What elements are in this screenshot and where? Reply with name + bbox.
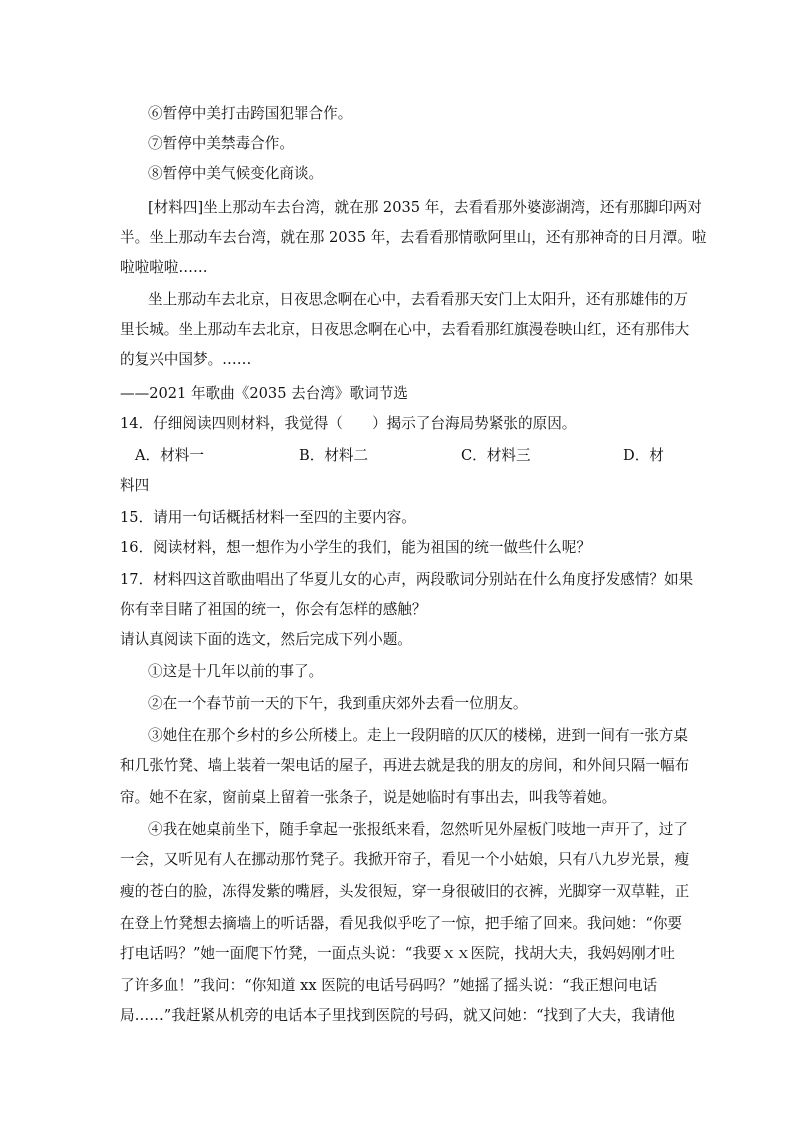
question-15: 15．请用一句话概括材料一至四的主要内容。 — [120, 509, 416, 526]
passage-paragraph-4-line: ④我在她桌前坐下，随手拿起一张报纸来看，忽然听见外屋板门吱地一声开了，过了 — [148, 821, 688, 838]
material4-source: ——2021 年歌曲《2035 去台湾》歌词节选 — [120, 385, 408, 402]
question-14-option-b: B．材料二 — [299, 447, 369, 464]
passage-paragraph-3-line: 和几张竹凳、墙上装着一架电话的屋子，再进去就是我的朋友的房间，和外间只隔一幅布 — [120, 757, 690, 774]
passage-paragraph-1: ①这是十几年以前的事了。 — [148, 663, 324, 680]
material4-line: [材料四]坐上那动车去台湾，就在那 2035 年，去看看那外婆澎湖湾，还有那脚印两对 — [148, 199, 702, 216]
question-17-line2: 你有幸目睹了祖国的统一，你会有怎样的感触？ — [120, 601, 427, 618]
material4-line: 里长城。坐上那动车去北京，日夜思念啊在心中，去看看那红旗漫卷映山红，还有那伟大 — [120, 321, 690, 338]
passage-paragraph-4-line: 瘦的苍白的脸，冻得发紫的嘴唇，头发很短，穿一身很破旧的衣裤，光脚穿一双草鞋，正 — [120, 883, 690, 900]
material4-line: 啦啦啦啦…… — [120, 259, 208, 276]
question-14-option-d: D．材 — [623, 447, 664, 464]
list-item: ⑦暂停中美禁毒合作。 — [148, 135, 294, 152]
reading-instruction: 请认真阅读下面的选文，然后完成下列小题。 — [120, 631, 412, 648]
question-14-option-d-wrap: 料四 — [120, 477, 150, 494]
passage-paragraph-3-line: 帘。她不在家，窗前桌上留着一张条子，说是她临时有事出去，叫我等着她。 — [120, 789, 617, 806]
question-16: 16．阅读材料，想一想作为小学生的我们，能为祖国的统一做些什么呢？ — [120, 539, 591, 556]
question-14-option-c: C．材料三 — [461, 447, 531, 464]
question-14-option-a: A．材料一 — [135, 447, 204, 464]
passage-paragraph-4-line: 了许多血！”我问：“你知道 xx 医院的电话号码吗？”她摇了摇头说：“我正想问电话 — [120, 977, 658, 994]
material4-line: 坐上那动车去北京，日夜思念啊在心中，去看看那天安门上太阳升，还有那雄伟的万 — [148, 291, 688, 308]
material4-line: 的复兴中国梦。…… — [120, 351, 252, 368]
question-14-stem: 14．仔细阅读四则材料，我觉得（ ）揭示了台海局势紧张的原因。 — [120, 415, 577, 432]
material4-line: 半。坐上那动车去台湾，就在那 2035 年，去看看那情歌阿里山，还有那神奇的日月潭。啦 — [120, 229, 707, 246]
list-item: ⑥暂停中美打击跨国犯罪合作。 — [148, 105, 353, 122]
question-17-line1: 17．材料四这首歌曲唱出了华夏儿女的心声，两段歌词分别站在什么角度抒发感情？如果 — [120, 571, 694, 588]
passage-paragraph-4-line: 在登上竹凳想去摘墙上的听话器，看见我似乎吃了一惊，把手缩了回来。我问她：“你要 — [120, 915, 683, 932]
passage-paragraph-3-line: ③她住在那个乡村的乡公所楼上。走上一段阴暗的仄仄的楼梯，进到一间有一张方桌 — [148, 727, 688, 744]
list-item: ⑧暂停中美气候变化商谈。 — [148, 165, 324, 182]
passage-paragraph-2: ②在一个春节前一天的下午，我到重庆郊外去看一位朋友。 — [148, 695, 528, 712]
passage-paragraph-4-line: 局……”我赶紧从机旁的电话本子里找到医院的号码，就又问她：“找到了大夫，我请他 — [120, 1007, 675, 1024]
passage-paragraph-4-line: 打电话吗？”她一面爬下竹凳，一面点头说：“我要ｘｘ医院，找胡大夫，我妈妈刚才吐 — [120, 945, 675, 962]
passage-paragraph-4-line: 一会，又听见有人在挪动那竹凳子。我掀开帘子，看见一个小姑娘，只有八九岁光景，瘦 — [120, 851, 690, 868]
